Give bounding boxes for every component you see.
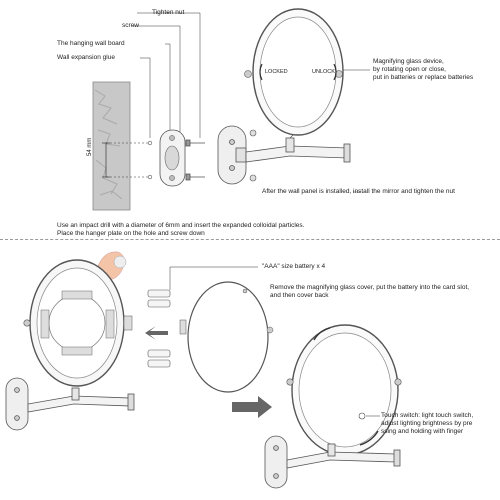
label-unlock: UNLOCK [312, 69, 335, 75]
label-battery: "AAA" size battery x 4 [262, 263, 326, 270]
label-remove-cover-1: Remove the magnifying glass cover, put the battery into the card slot, [270, 284, 470, 291]
label-wall-glue: Wall expansion glue [57, 54, 115, 61]
label-drill-2: Place the hanger plate on the hole and screw down [57, 230, 205, 237]
bottom-right-arm [265, 436, 400, 488]
label-drill-1: Use an impact drill with a diameter of 6mm and insert the expanded colloidal particles. [57, 222, 305, 229]
label-touch-2: adjust lighting brightness by pre [381, 420, 473, 427]
label-magnifying-1: Magnifying glass device, [373, 58, 444, 65]
mirror-arm-base [218, 126, 350, 184]
label-remove-cover-2: and then cover back [270, 292, 329, 299]
screws [186, 140, 205, 180]
label-locked: LOCKED [265, 69, 288, 75]
wall-panel [93, 82, 130, 210]
label-touch-3: ssing and holding with finger [381, 428, 464, 435]
arrow-right-icon [232, 396, 272, 418]
label-magnifying-3: put in batteries or replace batteries [373, 74, 474, 81]
section-divider [0, 239, 500, 240]
expansion-plugs [148, 141, 152, 179]
latch-icon [124, 316, 132, 330]
nut-icon [250, 175, 256, 181]
label-tighten-nut: Tighten nut [152, 9, 185, 16]
label-hanging-board: The hanging wall board [57, 40, 125, 47]
label-54mm: 54 mm [87, 137, 93, 156]
label-screw: screw [122, 22, 139, 29]
label-magnifying-2: by rotating open or close, [373, 66, 446, 73]
nut-icon [250, 130, 256, 136]
hanging-board [160, 130, 185, 186]
label-touch-1: Touch switch: light touch switch, [381, 412, 474, 419]
label-after-install: After the wall panel is installed, install the mirror and tighten the nut [262, 188, 455, 195]
mirror-cover [180, 282, 273, 392]
arrow-left-icon [145, 326, 168, 340]
mirror-back-open [24, 260, 130, 386]
